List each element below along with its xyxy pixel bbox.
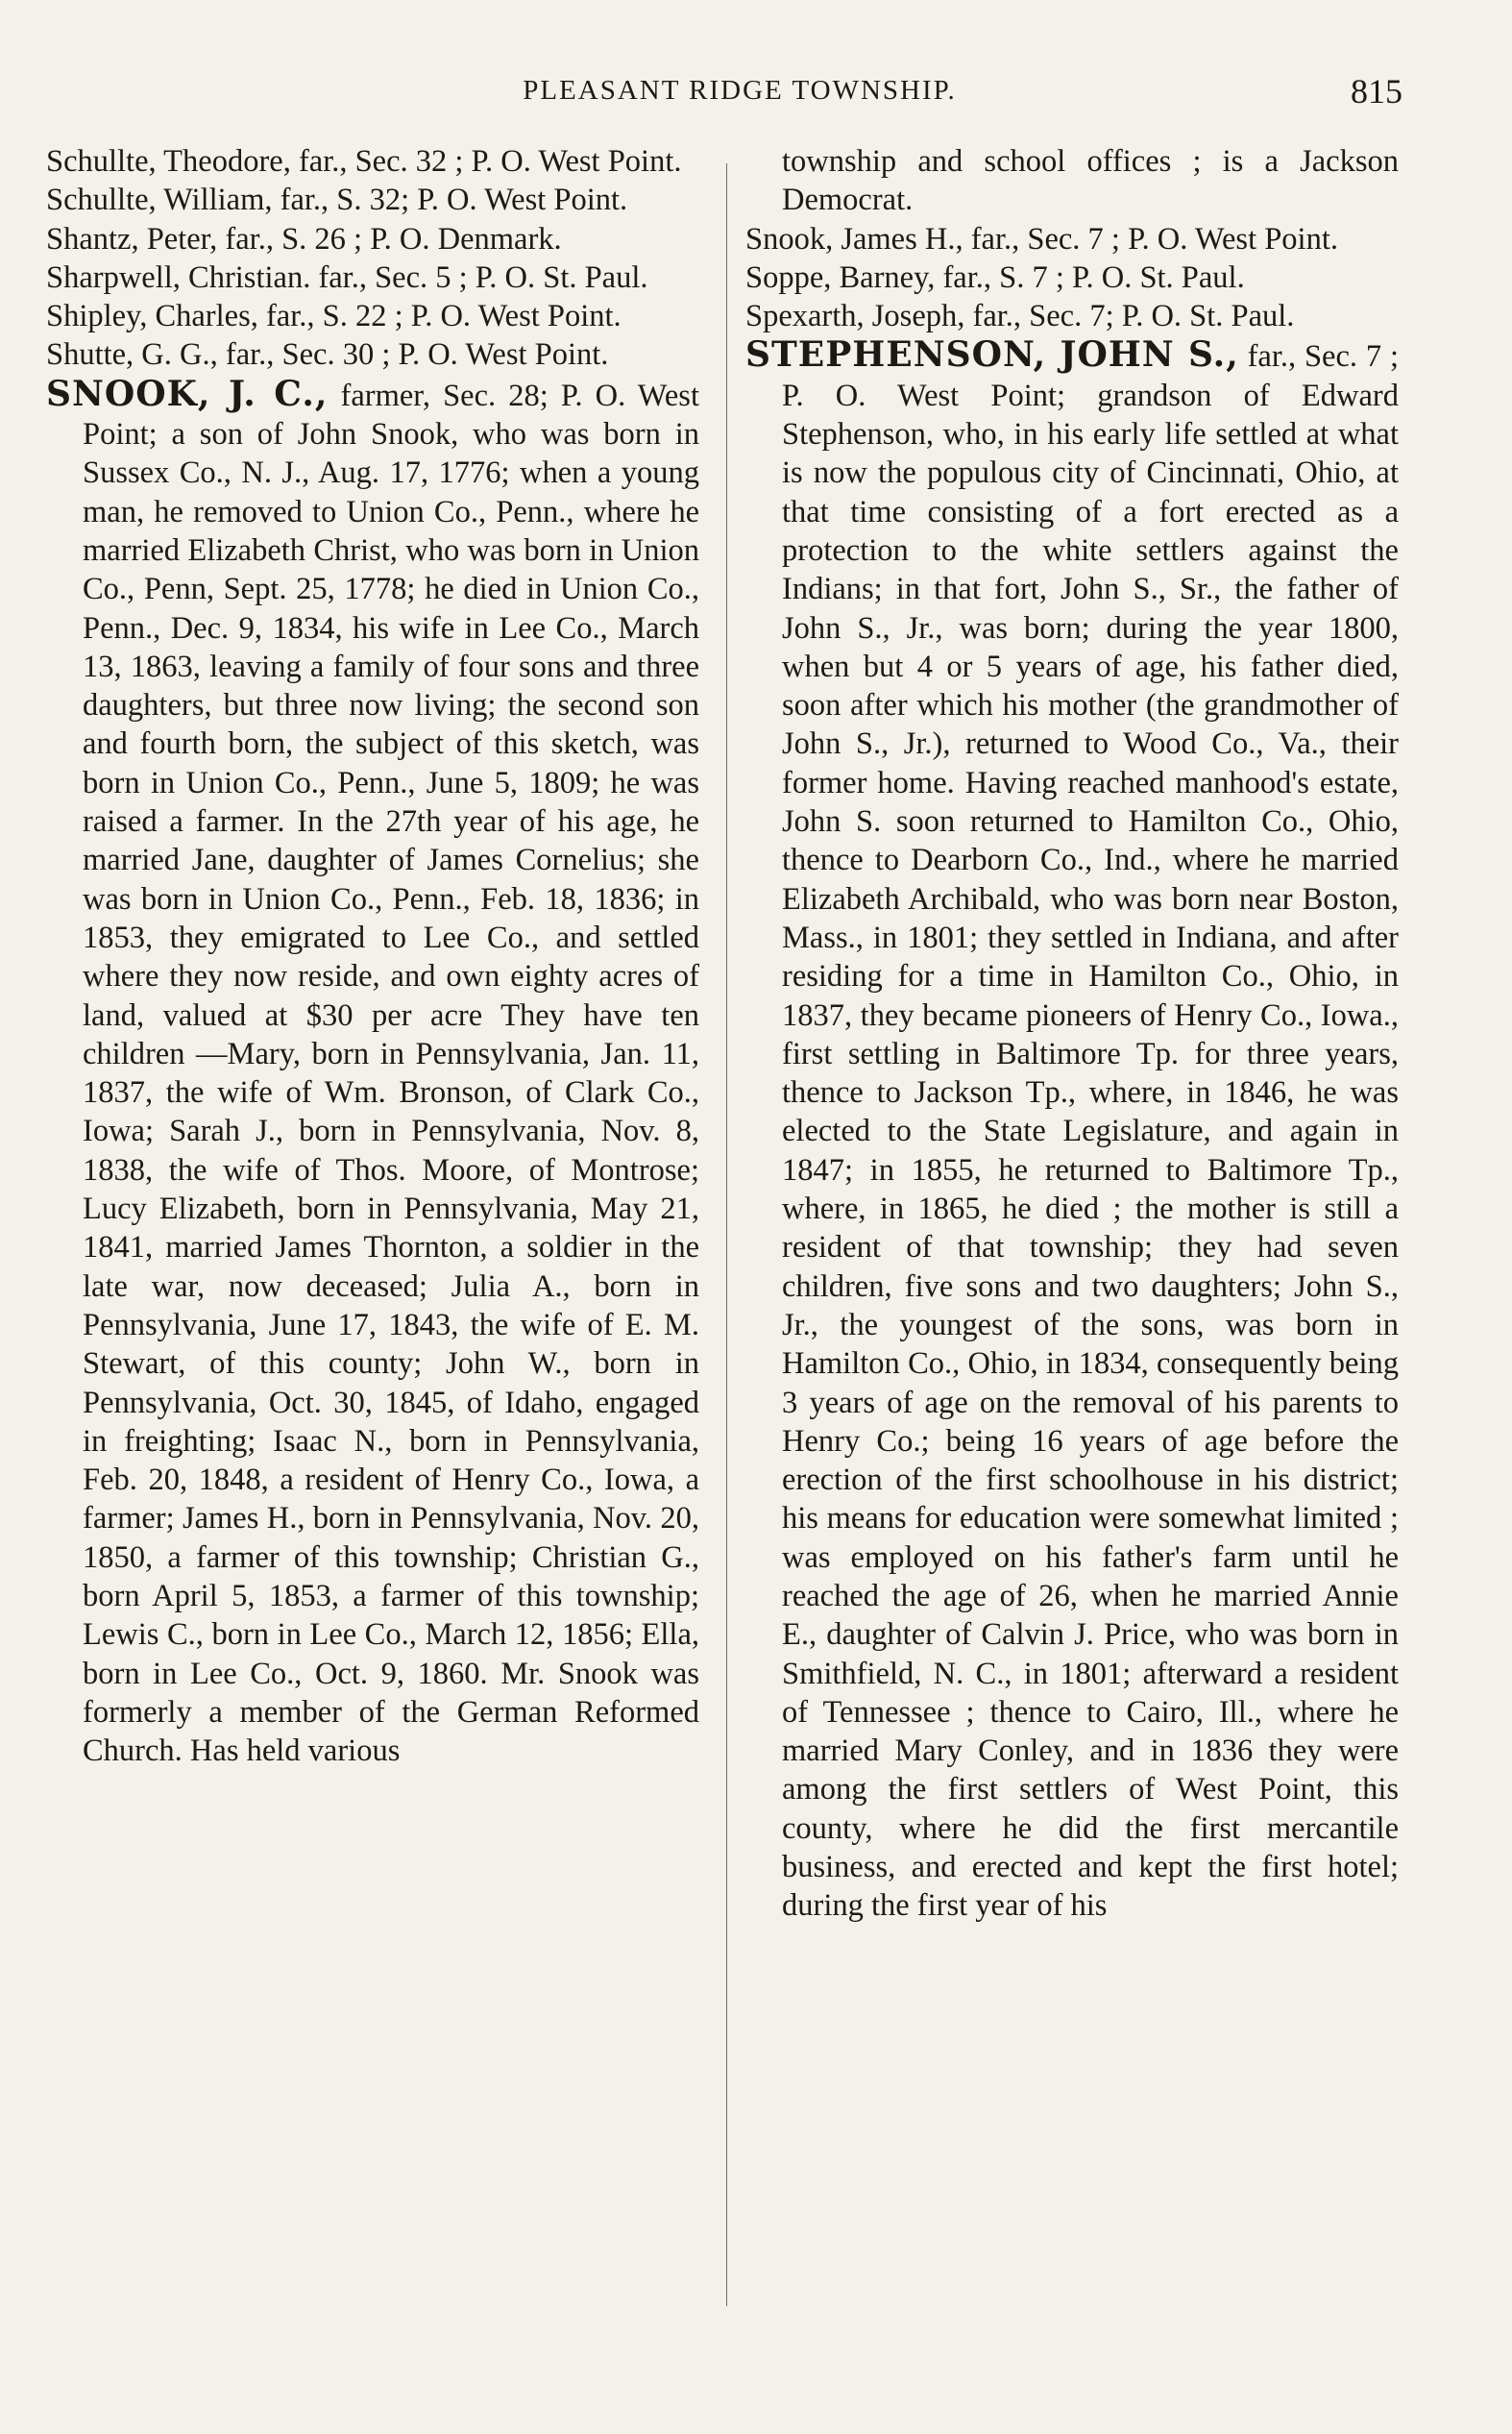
biography-name: STEPHENSON, JOHN S., [745, 334, 1239, 376]
continuation-text: township and school offices ; is a Jackson Democrat. [782, 144, 1399, 218]
directory-entry: Schullte, Theodore, far., Sec. 32 ; P. O. West Point. [46, 144, 682, 179]
page-number: 815 [1351, 72, 1402, 111]
column-divider [726, 163, 727, 2306]
directory-entry: Shantz, Peter, far., S. 26 ; P. O. Denmark. [46, 221, 562, 257]
directory-entry: Soppe, Barney, far., S. 7 ; P. O. St. Paul. [745, 259, 1245, 295]
right-column [745, 142, 1399, 1926]
directory-entry: Shutte, G. G., far., Sec. 30 ; P. O. West Point. [46, 337, 609, 373]
biography-text: far., Sec. 7 ; P. O. West Point; grandson of Edward Stephenson, who, in his early life settled at what is now the populous city of Cincinnati, Ohio, at that time consisting of a fort erected as a protection to the white settlers against the Indians; in that fort, John S., Sr., the father of John S., Jr., was born; during the year 1800, when but 4 or 5 years of age, his father died, soon after which his mother (the grandmother of John S., Jr.), returned to Wood Co., Va., their former home. Having reached manhood's estate, John S. soon returned to Hamilton Co., Ohio, thence to Dearborn Co., Ind., where he married Elizabeth Archibald, who was born near Boston, Mass., in 1801; they settled in Indiana, and after residing for a time in Hamilton Co., Ohio, in 1837, they became pioneers of Henry Co., Iowa., first settling in Baltimore Tp. for three years, thence to Jackson Tp., where, in 1846, he was elected to the State Legislature, and again in 1847; in 1855, he returned to Baltimore Tp., where, in 1865, he died ; the mother is still a resident of that township; they had seven children, five sons and two daughters; John S., Jr., the youngest of the sons, was born in Hamilton Co., Ohio, in 1834, consequently being 3 years of age on the removal of his parents to Henry Co.; being 16 years of age before the erection of the first schoolhouse in his district; his means for education were somewhat limited ; was employed on his father's farm until he reached the age of 26, when he married Annie E., daughter of Calvin J. Price, who was born in Smithfield, N. C., in 1801; afterward a resident of Tennessee ; thence to Cairo, Ill., where he married Mary Conley, and in 1836 they were among the first settlers of West Point, this county, where he did the first mercantile business, and erected and kept the first hotel; during the first year of his [782, 339, 1400, 1924]
directory-entry: Shipley, Charles, far., S. 22 ; P. O. West Point. [46, 299, 622, 334]
directory-entry: Spexarth, Joseph, far., Sec. 7; P. O. St. Paul. [745, 299, 1295, 334]
left-column [46, 142, 699, 1770]
page-header [77, 72, 1402, 123]
running-head: PLEASANT RIDGE TOWNSHIP. [523, 75, 957, 106]
biography-snook [46, 375, 699, 1771]
directory-entry: Schullte, William, far., S. 32; P. O. West Point. [46, 183, 628, 218]
directory-entry: Snook, James H., far., Sec. 7 ; P. O. West Point. [745, 221, 1338, 257]
directory-entry: Sharpwell, Christian. far., Sec. 5 ; P. O. St. Paul. [46, 259, 648, 295]
biography-text: farmer, Sec. 28; P. O. West Point; a son of John Snook, who was born in Sussex Co., N. J., Aug. 17, 1776; when a young man, he removed to Union Co., Penn., where he married Elizabeth Christ, who was born in Union Co., Penn, Sept. 25, 1778; he died in Union Co., Penn., Dec. 9, 1834, his wife in Lee Co., March 13, 1863, leaving a family of four sons and three daughters, but three now living; the second son and fourth born, the subject of this sketch, was born in Union Co., Penn., June 5, 1809; he was raised a farmer. In the 27th year of his age, he married Jane, daughter of James Cornelius; she was born in Union Co., Penn., Feb. 18, 1836; in 1853, they emigrated to Lee Co., and settled where they now reside, and own eighty acres of land, valued at $30 per acre They have ten children —Mary, born in Pennsylvania, Jan. 11, 1837, the wife of Wm. Bronson, of Clark Co., Iowa; Sarah J., born in Pennsylvania, Nov. 8, 1838, the wife of Thos. Moore, of Montrose; Lucy Elizabeth, born in Pennsylvania, May 21, 1841, married James Thornton, a soldier in the late war, now deceased; Julia A., born in Pennsylvania, June 17, 1843, the wife of E. M. Stewart, of this county; John W., born in Pennsylvania, Oct. 30, 1845, of Idaho, engaged in freighting; Isaac N., born in Pennsylvania, Feb. 20, 1848, a resident of Henry Co., Iowa, a farmer; James H., born in Pennsylvania, Nov. 20, 1850, a farmer of this township; Christian G., born April 5, 1853, a farmer of this township; Lewis C., born in Lee Co., March 12, 1856; Ella, born in Lee Co., Oct. 9, 1860. Mr. Snook was formerly a member of the German Reformed Church. Has held various [83, 378, 699, 1769]
biography-stephenson [745, 335, 1399, 1925]
biography-name: SNOOK, J. C., [46, 373, 329, 414]
